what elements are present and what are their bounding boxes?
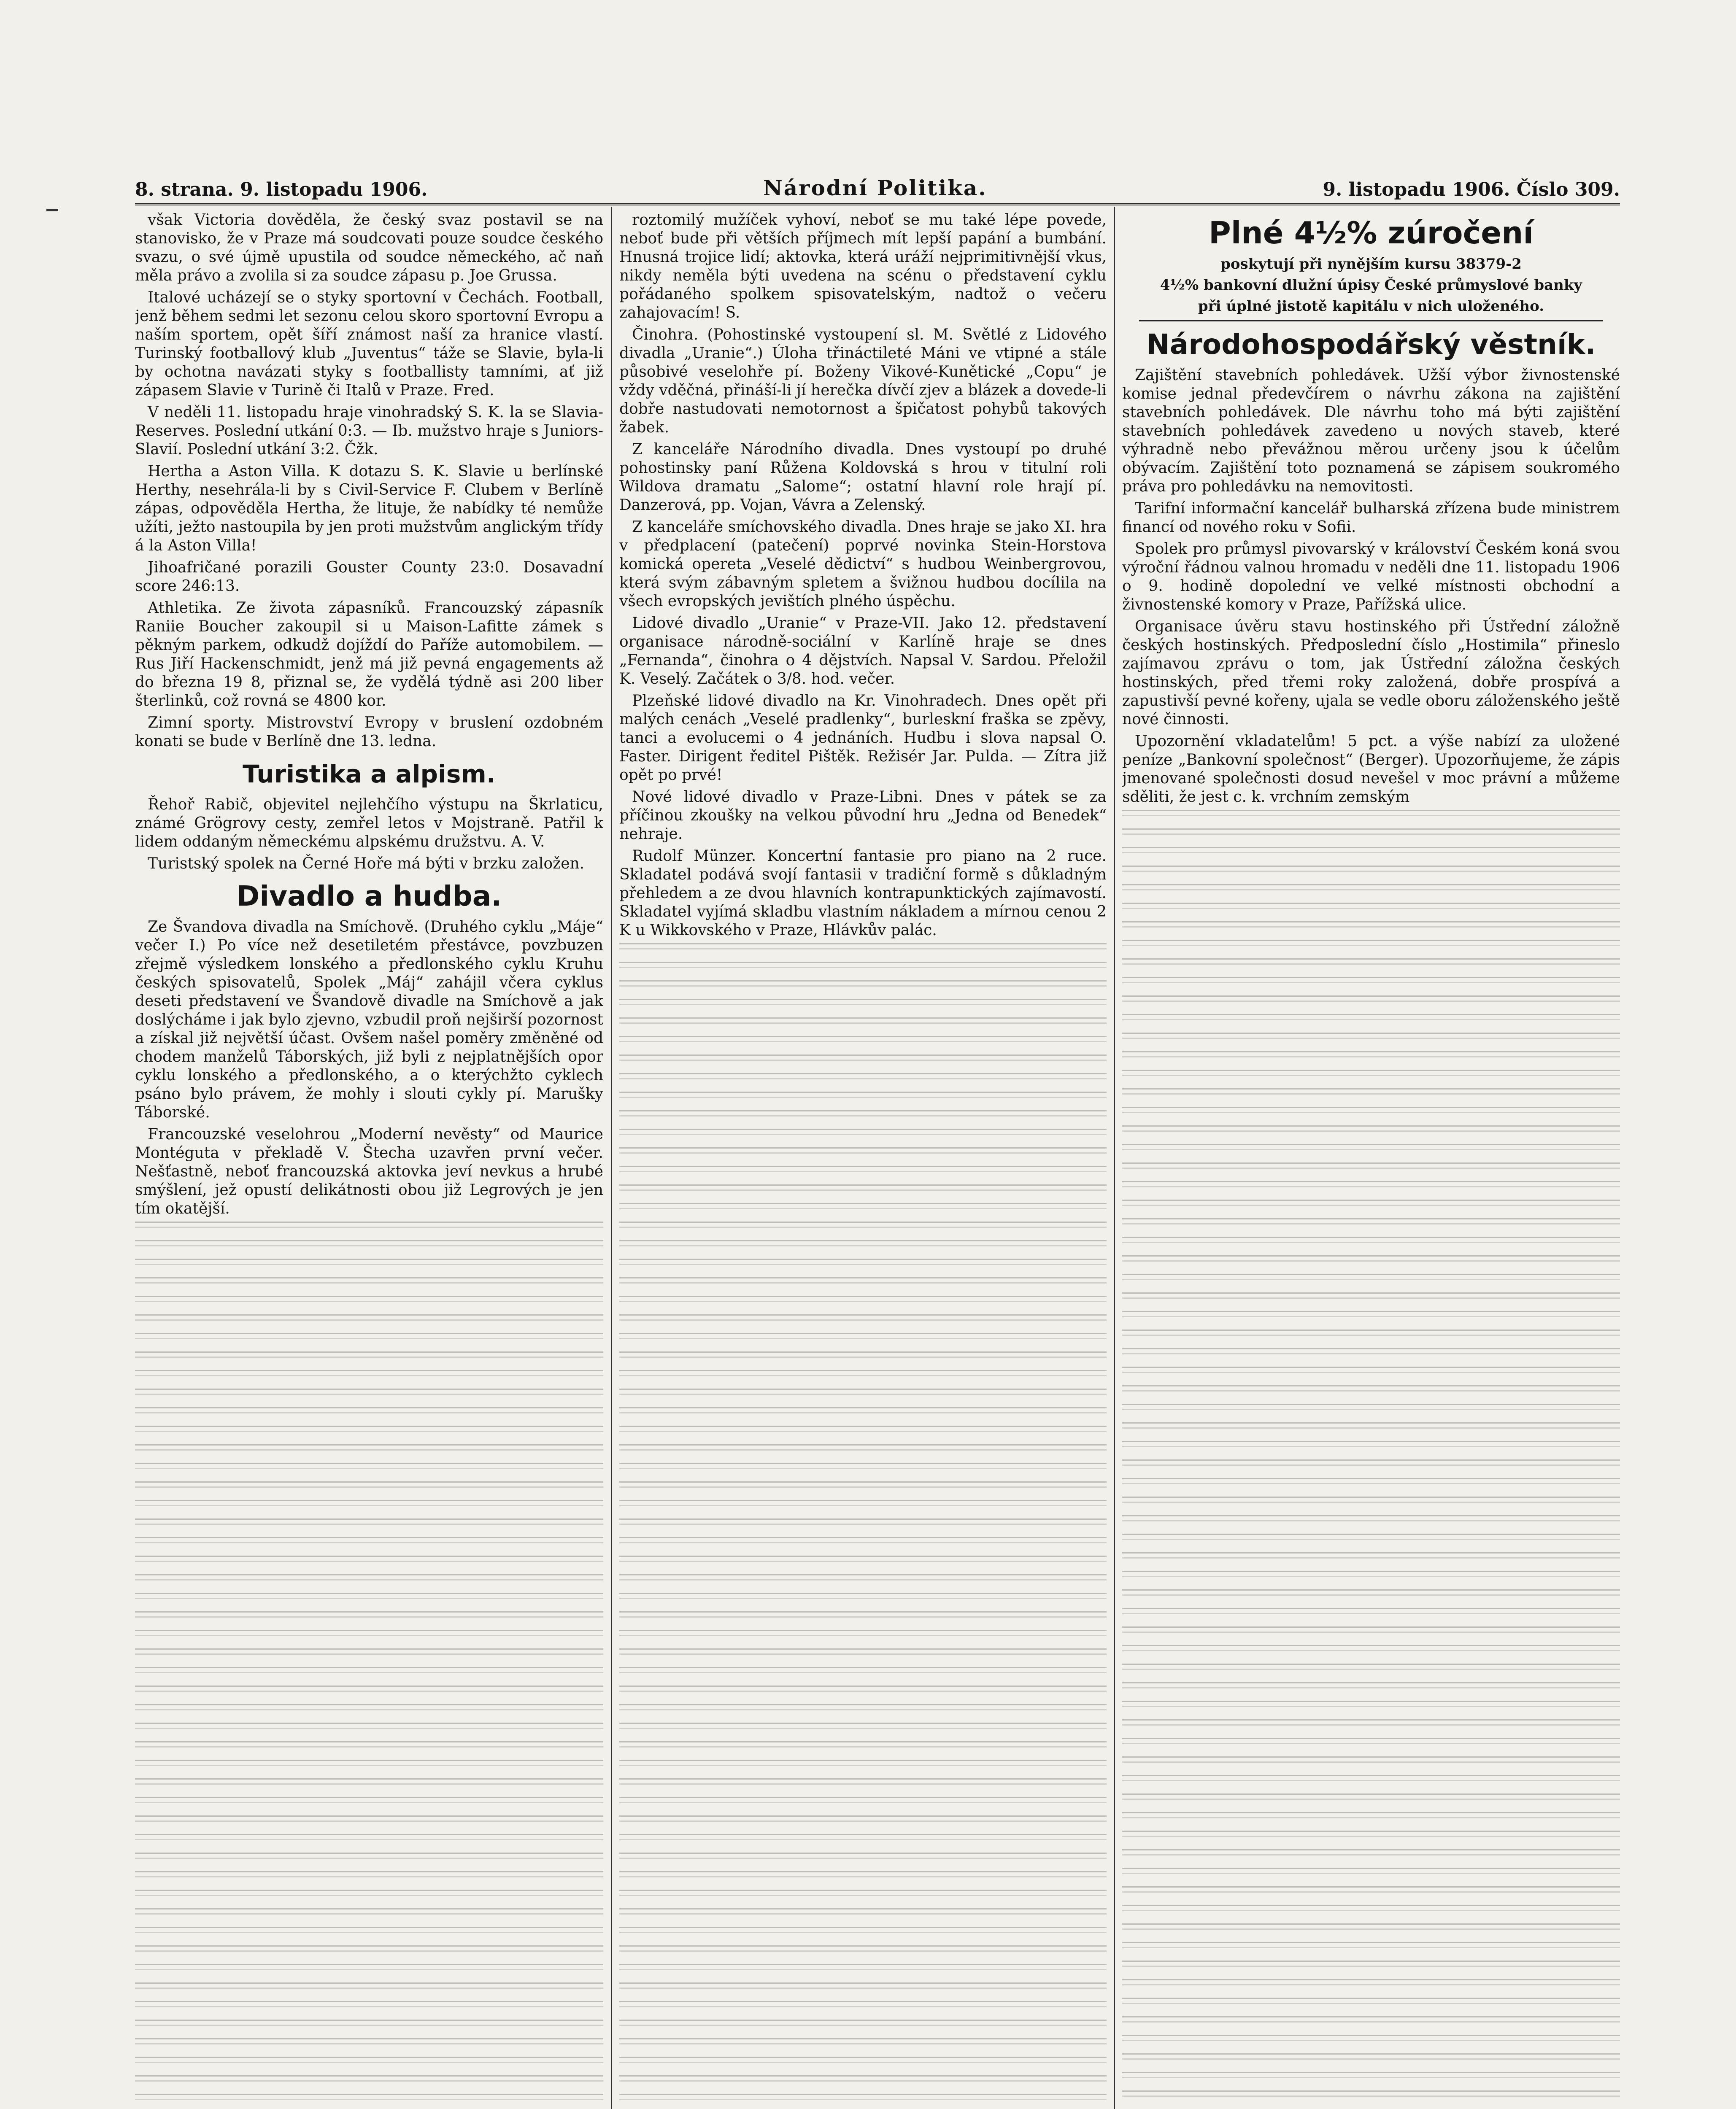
text-continuation (619, 943, 1107, 2109)
header-left: 8. strana. 9. listopadu 1906. (135, 179, 428, 200)
article-paragraph: roztomilý mužíček vyhoví, neboť se mu také lépe povede, neboť bude při větších příjmech mít lepší papání a bumbání. Hnusná trojice lidí; aktovka, která uráží nejprimitivnější vkus, nikdy neměla býti uvedena na scénu o představení cyklu pořádaného spolkem spisovatelským, nadtož o večeru zahajovacím! S. (619, 211, 1107, 321)
column-1 (135, 211, 603, 2109)
article-paragraph: Francouzské veselohrou „Moderní nevěsty“ od Maurice Montéguta v překladě V. Štecha uzavřen první večer. Nešťastně, neboť francouzská aktovka jeví nevkus a hrubé smýšlení, jež opustí delikátnosti obou již Legrových je jen tím okatější. (135, 1126, 603, 1217)
header-right: 9. listopadu 1906. Číslo 309. (1323, 179, 1620, 200)
advertisement (1122, 215, 1620, 321)
article-paragraph: Hertha a Aston Villa. K dotazu S. K. Slavie u berlínské Herthy, nesehrála-li by s Civil-Service F. Clubem v Berlíně zápas, odpověděla Hertha, že lituje, že nabídky té nemůže užíti, ježto nastoupila by jen proti mužstvům anglickým třídy á la Aston Villa! (135, 463, 603, 554)
text-continuation (135, 1222, 603, 2109)
article-paragraph: Italové ucházejí se o styky sportovní v Čechách. Football, jenž během sedmi let sezonu celou skoro sportovní Evropu a naším sportem, opět šíří známost naší za hranice vlastí. Turinský footballový klub „Juventus“ táže se Slavie, byla-li by ochotna navázati styky s footballisty tamními, ať již zápasem Slavie v Turině či Italů v Praze. Fred. (135, 289, 603, 399)
article-paragraph: Činohra. (Pohostinské vystoupení sl. M. Světlé z Lidového divadla „Uranie“.) Úloha třináctileté Máni ve vtipné a stále působivé veselohře pí. Boženy Vikové-Kunětické „Copu“ je vždy vděčná, přináší-li jí herečka dívčí zjev a blázek a dovede-li dobře nastudovati nemotornost a špičatost pohybů takových žabek. (619, 326, 1107, 436)
column-3 (1122, 211, 1620, 2109)
article-paragraph: Nové lidové divadlo v Praze-Libni. Dnes v pátek se za příčinou zkoušky na velkou původní hru „Jedna od Benedek“ nehraje. (619, 788, 1107, 843)
article-paragraph: Upozornění vkladatelům! 5 pct. a výše nabízí za uložené peníze „Bankovní společnost“ (Berger). Upozorňujeme, že zápis jmenované společnosti dosud nevešel v moc právní a můžeme sděliti, že jest c. k. vrchním zemským (1122, 733, 1620, 806)
column-rule (611, 207, 612, 2109)
article-paragraph: Spolek pro průmysl pivovarský v království Českém koná svou výroční řádnou valnou hromadu v neděli dne 11. listopadu 1906 o 9. hodině dopolední ve velké místnosti obchodní a živnostenské komory v Praze, Pařížská ulice. (1122, 540, 1620, 613)
article-paragraph: Turistský spolek na Černé Hoře má býti v brzku založen. (148, 855, 585, 872)
section-title: Turistika a alpism. (243, 760, 496, 788)
article-paragraph: Zajištění stavebních pohledávek. Užší výbor živnostenské komise jednal předevčírem o návrhu zákona na zajištění stavebních pohledávek. Dle návrhu toho má býti zajištění stavebních pohledávek zavedeno u nových staveb, které výhradně nebo převážnou měrou určeny jsou k účelům obývacím. Zajištění toto poznamená se zápisem soukromého práva pro pohledávku na nemovitosti. (1122, 367, 1620, 495)
article-paragraph: však Victoria dověděla, že český svaz postavil se na stanovisko, že v Praze má soudcovati pouze soudce českého svazu, o své újmě upustila od soudce německého, ač naň měla právo a zvolila si za soudce zápasu p. Joe Grussa. (135, 211, 603, 284)
advertisement-line: 4½% bankovní dlužní úpisy České průmyslové banky (1160, 277, 1582, 294)
advertisement-line: při úplné jistotě kapitálu v nich uloženého. (1198, 298, 1544, 315)
article-paragraph: Zimní sporty. Mistrovství Evropy v bruslení ozdobném konati se bude v Berlíně dne 13. ledna. (135, 714, 603, 750)
masthead: Národní Politika. (763, 175, 987, 200)
text-continuation (1122, 810, 1620, 2109)
article-paragraph: Lidové divadlo „Uranie“ v Praze-VII. Jako 12. představení organisace národně-sociální v Karlíně hraje se dnes „Fernanda“, činohra o 4 dějstvích. Napsal V. Sardou. Přeložil K. Veselý. Začátek o 3/8. hod. večer. (619, 615, 1107, 688)
page-header (135, 167, 1620, 200)
article-paragraph: Ze Švandova divadla na Smíchově. (Druhého cyklu „Máje“ večer I.) Po více než desetiletém přestávce, povzbuzen zřejmě výsledkem lonského a předlonského cyklu Kruhu českých spisovatelů, Spolek „Máj“ zahájil včera cyklus deseti představení ve Švandově divadle na Smíchově a jak doslýcháme i jak bylo zjevno, vzbudil proň nejširší pozornost a získal již největší účast. Ovšem našel poměry změněné od chodem manželů Táborských, již byli z nejplatnějších opor cyklu lonského a předlonského, a o kterýchžto cyklech psáno bylo právem, že mohly i slouti cykly pí. Marušky Táborské. (135, 918, 603, 1121)
article-paragraph: Organisace úvěru stavu hostinského při Ústřední záložně českých hostinských. Předposlední číslo „Hostimila“ přineslo zajímavou zprávu o tom, jak Ústřední záložna českých hostinských, před třemi roky založená, dobře prospívá a zapustivší pevné kořeny, ujala se vedle oboru záloženského ještě nové činnosti. (1122, 618, 1620, 728)
article-paragraph: Rudolf Münzer. Koncertní fantasie pro piano na 2 ruce. Skladatel podává svojí fantasii v tradiční formě s důkladným přehledem a ze dvou hlavních kontrapunktických zajímavostí. Skladatel vyjímá skladbu vlastním nákladem a mírnou cenou 2 K u Wikkovského v Praze, Hlávkův palác. (619, 847, 1107, 939)
header-rule (135, 203, 1620, 205)
advertisement-line: poskytují při nynějším kursu 38379-2 (1220, 256, 1522, 272)
article-paragraph: Plzeňské lidové divadlo na Kr. Vinohradech. Dnes opět při malých cenách „Veselé pradlenky“, burleskní fraška se zpěvy, tanci a evolucemi o 4 jednáních. Hudbu i slova napsal O. Faster. Dirigent ředitel Pištěk. Režisér Jar. Pulda. — Zítra již opět po prvé! (619, 692, 1107, 784)
advertisement-rule (1139, 320, 1603, 321)
article-paragraph: Tarifní informační kancelář bulharská zřízena bude ministrem financí od nového roku v Sofii. (1122, 500, 1620, 536)
article-paragraph: Z kanceláře smíchovského divadla. Dnes hraje se jako XI. hra v předplacení (patečení) poprvé novinka Stein-Horstova komická opereta „Veselé dědictví“ s hudbou Weinbergrovou, která svým zábavným spletem a švižnou hudbou docílila na všech evropských jevištích plného úspěchu. (619, 518, 1107, 610)
margin-mark (46, 209, 58, 211)
article-paragraph: Řehoř Rabič, objevitel nejlehčího výstupu na Škrlaticu, známé Grögrovy cesty, zemřel letos v Mojstraně. Patřil k lidem oddaným německému alpskému družstvu. A. V. (135, 796, 603, 850)
article-paragraph: Athletika. Ze života zápasníků. Francouzský zápasník Raniie Boucher zakoupil si u Maison-Lafitte zámek s pěkným parkem, odkudž dojíždí do Paříže automobilem. — Rus Jiří Hackenschmidt, jenž má již pevná engagements až do března 19 8, přiznal se, že vydělá týdně asi 200 liber šterlinků, což rovná se 4800 kor. (135, 599, 603, 709)
article-paragraph: Z kanceláře Národního divadla. Dnes vystoupí po druhé pohostinsky paní Růžena Koldovská s hrou v titulní roli Wildova dramatu „Salome“; ostatní hlavní role hrají pí. Danzerová, pp. Vojan, Vávra a Zelenský. (619, 441, 1107, 514)
article-paragraph: V neděli 11. listopadu hraje vinohradský S. K. la se Slavia-Reserves. Poslední utkání 0:3. — Ib. mužstvo hraje s Juniors-Slavií. Poslední utkání 3:2. Čžk. (135, 404, 603, 458)
column-2 (619, 211, 1107, 2109)
article-paragraph: Jihoafričané porazili Gouster County 23:0. Dosavadní score 246:13. (135, 559, 603, 595)
section-title: Divadlo a hudba. (236, 880, 502, 912)
column-rule (1114, 207, 1115, 2109)
advertisement-title: Plné 4½% zúročení (1208, 215, 1534, 251)
section-title: Národohospodářský věstník. (1146, 328, 1596, 361)
